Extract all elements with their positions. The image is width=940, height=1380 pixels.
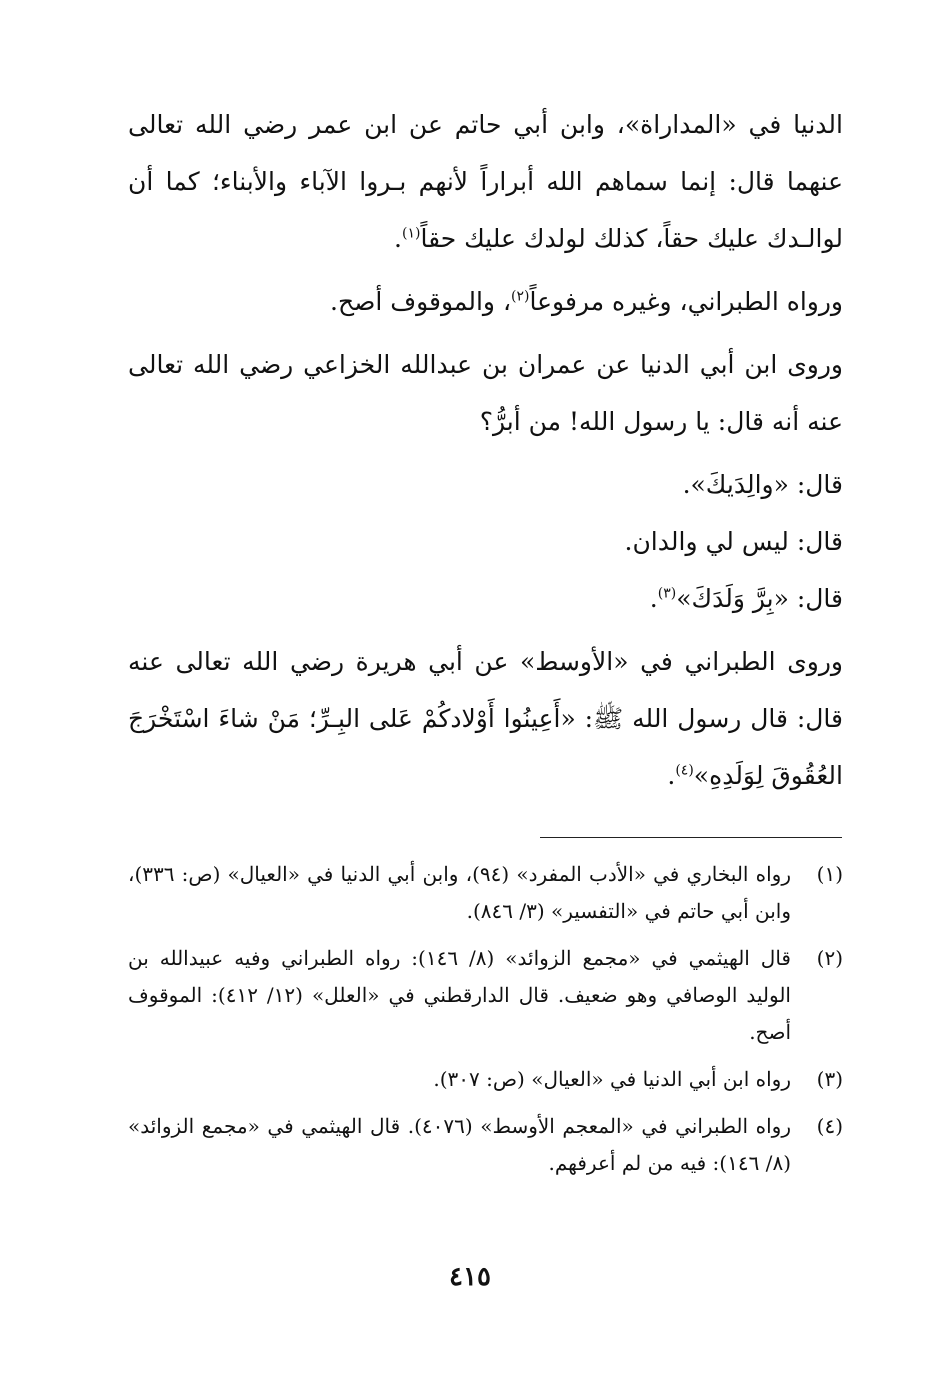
footnote-ref-2[interactable]: (٢): [511, 288, 530, 305]
paragraph-1: [128, 96, 843, 267]
footnote-number: (٣): [816, 1067, 843, 1091]
footnote-text: رواه البخاري في «الأدب المفرد» (٩٤)، وابن أبي الدنيا في «العيال» (ص: ٣٣٦)، وابن أبي حاتم في «التفسير» (٣/ ٨٤٦).: [128, 862, 791, 923]
footnote-3: [128, 1061, 843, 1098]
paragraph-7-end: .: [667, 761, 676, 790]
footnote-separator: [540, 837, 842, 838]
page-number: ٤١٥: [449, 1262, 491, 1292]
footnote-4: [128, 1108, 843, 1182]
footnote-number: (٤): [816, 1114, 843, 1138]
paragraph-6-end: .: [649, 584, 658, 613]
footnotes: [128, 856, 843, 1192]
paragraph-3: [128, 336, 843, 450]
paragraph-2-end: ، والموقوف أصح.: [330, 287, 512, 316]
paragraph-3-text: وروى ابن أبي الدنيا عن عمران بن عبدالله الخزاعي رضي الله تعالى عنه أنه قال: يا رسول الله! من أبرُّ؟: [128, 350, 843, 436]
paragraph-2-text: ورواه الطبراني، وغيره مرفوعاً: [529, 287, 843, 316]
paragraph-6-text: قال: «بِرَّ وَلَدَكَ»: [676, 584, 843, 613]
paragraph-6: [128, 570, 843, 627]
paragraph-4-text: قال: «والِدَيكَ».: [682, 470, 843, 499]
footnote-text: قال الهيثمي في «مجمع الزوائد» (٨/ ١٤٦): رواه الطبراني وفيه عبيدالله بن الوليد الوصافي وهو ضعيف. قال الدارقطني في «العلل» (١٢/ ٤١٢): الموقوف أصح.: [128, 946, 791, 1044]
footnote-ref-4[interactable]: (٤): [675, 762, 694, 779]
footnote-number: (١): [816, 862, 843, 886]
footnote-text: رواه الطبراني في «المعجم الأوسط» (٤٠٧٦). قال الهيثمي في «مجمع الزوائد» (٨/ ١٤٦): فيه من لم أعرفهم.: [128, 1114, 791, 1175]
paragraph-1-end: .: [394, 224, 402, 253]
footnote-2: [128, 940, 843, 1051]
main-text: [128, 96, 843, 810]
paragraph-7-text: وروى الطبراني في «الأوسط» عن أبي هريرة رضي الله تعالى عنه قال: قال رسول الله ﷺ: «أَعِينُوا أَوْلادكُمْ عَلى البِـرِّ؛ مَنْ شاءَ اسْتَخْرَجَ العُقُوقَ لِوَلَدِهِ»: [128, 647, 843, 790]
footnote-1: [128, 856, 843, 930]
footnote-text: رواه ابن أبي الدنيا في «العيال» (ص: ٣٠٧).: [433, 1067, 791, 1091]
paragraph-2: [128, 273, 843, 330]
paragraph-7: [128, 633, 843, 804]
paragraph-1-text: الدنيا في «المداراة»، وابن أبي حاتم عن ابن عمر رضي الله تعالى عنهما قال: إنما سماهم الله أبراراً لأنهم بـروا الآباء والأبناء؛ كما أن لوالـدك عليك حقاً، كذلك لولدك عليك حقاً: [128, 110, 843, 253]
footnote-ref-1[interactable]: (١): [401, 225, 421, 242]
footnote-number: (٢): [816, 946, 843, 970]
paragraph-5-text: قال: ليس لي والدان.: [624, 527, 843, 556]
footnote-ref-3[interactable]: (٣): [657, 585, 677, 602]
paragraph-5: [128, 513, 843, 570]
paragraph-4: [128, 456, 843, 513]
